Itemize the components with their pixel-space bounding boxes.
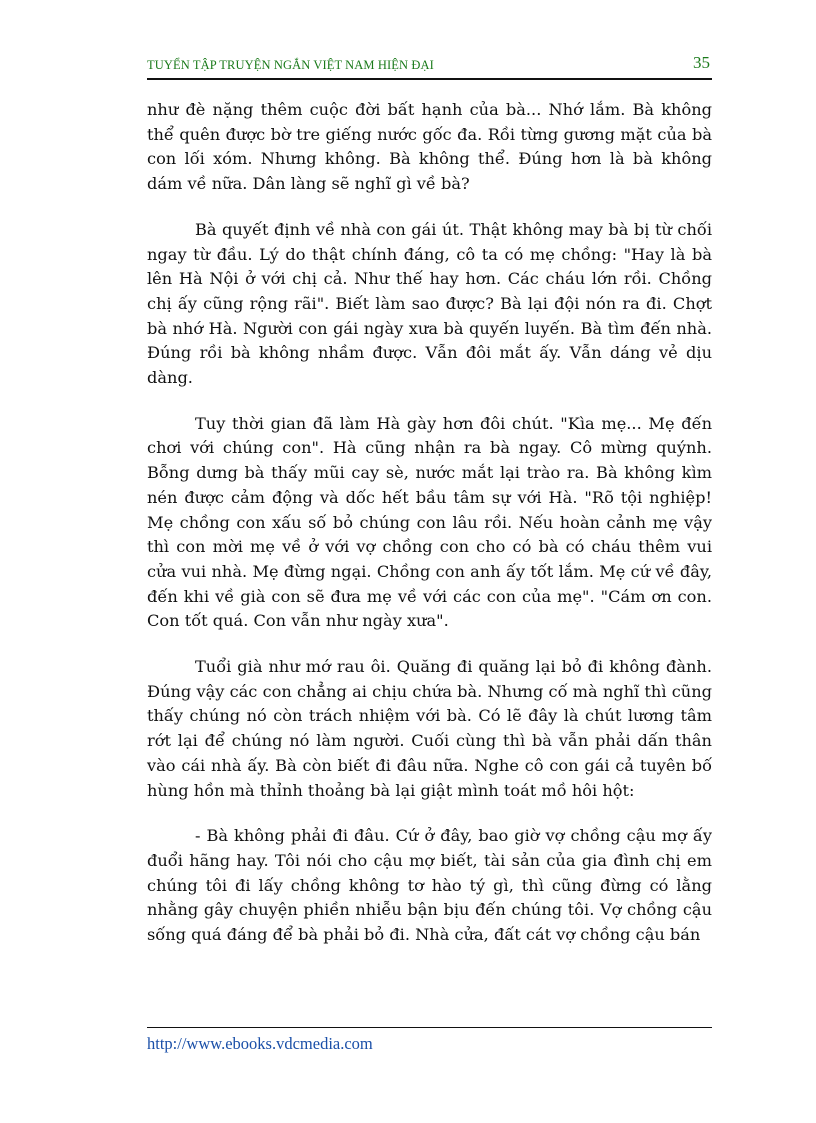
paragraph: Tuổi già như mớ rau ôi. Quăng đi quăng lại bỏ đi không đành. Đúng vậy các con chẳng ai chịu chứa bà. Nhưng cố mà nghĩ thì cũng thấy chúng nó còn trách nhiệm với bà. Có lẽ đây là chút lương tâm rớt lại để chúng nó làm người. Cuối cùng thì bà vẫn phải dấn thân vào cái nhà ấy. Bà còn biết đi đâu nữa. Nghe cô con gái cả tuyên bố hùng hồn mà thỉnh thoảng bà lại giật mình toát mồ hôi hột:	[147, 657, 712, 800]
paragraph-dialogue: - Bà không phải đi đâu. Cứ ở đây, bao giờ vợ chồng cậu mợ ấy đuổi hãng hay. Tôi nói cho cậu mợ biết, tài sản của gia đình chị em chúng tôi đi lấy chồng không tơ hào tý gì, thì cũng đừng có lằng nhằng gây chuyện phiền nhiễu bận bịu đến chúng tôi. Vợ chồng cậu sống quá đáng để bà phải bỏ đi. Nhà cửa, đất cát vợ chồng cậu bán	[147, 826, 712, 945]
paragraph: Bà quyết định về nhà con gái út. Thật không may bà bị từ chối ngay từ đầu. Lý do thật chính đáng, cô ta có mẹ chồng: "Hay là bà lên Hà Nội ở với chị cả. Như thế hay hơn. Các cháu lớn rồi. Chồng chị ấy cũng rộng rãi". Biết làm sao được? Bà lại đội nón ra đi. Chợt bà nhớ Hà. Người con gái ngày xưa bà quyến luyến. Bà tìm đến nhà. Đúng rồi bà không nhầm được. Vẫn đôi mắt ấy. Vẫn dáng vẻ dịu dàng.	[147, 219, 712, 388]
book-title: TUYỂN TẬP TRUYỆN NGẮN VIỆT NAM HIỆN ĐẠI	[147, 58, 434, 72]
paragraph: Tuy thời gian đã làm Hà gày hơn đôi chút. "Kìa mẹ... Mẹ đến chơi với chúng con". Hà cũng nhận ra bà ngay. Cô mừng quýnh. Bỗng dưng bà thấy mũi cay sè, nước mắt lại trào ra. Bà không kìm nén được cảm động và dốc hết bầu tâm sự với Hà. "Rõ tội nghiệp! Mẹ chồng con xấu số bỏ chúng con lâu rồi. Nếu hoàn cảnh mẹ vậy thì con mời mẹ về ở với vợ chồng con cho có bà có cháu thêm vui cửa vui nhà. Mẹ đừng ngại. Chồng con anh ấy tốt lắm. Mẹ cứ về đây, đến khi về già con sẽ đưa mẹ về với các con của mẹ". "Cám ơn con. Con tốt quá. Con vẫn như ngày xưa".	[147, 413, 712, 631]
page-number: 35	[693, 53, 710, 72]
paragraph-continued: như đè nặng thêm cuộc đời bất hạnh của bà... Nhớ lắm. Bà không thể quên được bờ tre giếng nước gốc đa. Rồi từng gương mặt của bà con lối xóm. Nhưng không. Bà không thể. Đúng hơn là bà không dám về nữa. Dân làng sẽ nghĩ gì về bà?	[147, 100, 712, 194]
footer-url-link[interactable]: http://www.ebooks.vdcmedia.com	[147, 1034, 373, 1053]
footer-divider	[147, 1027, 712, 1028]
page-body	[147, 98, 712, 969]
running-header	[147, 50, 712, 80]
